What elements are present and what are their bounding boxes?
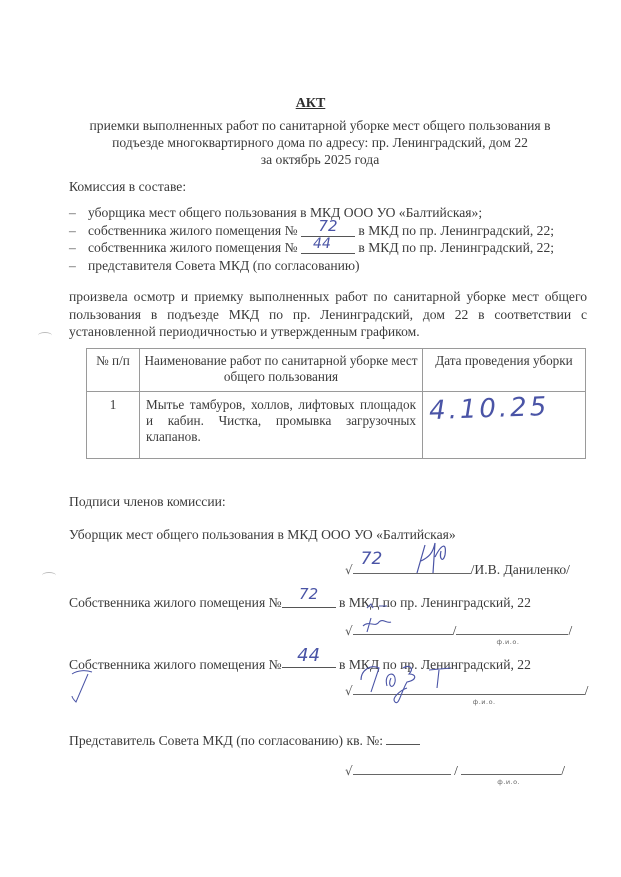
- representative-signature-row: [345, 758, 566, 786]
- owner1-suffix: в МКД по пр. Ленинградский, 22: [339, 595, 531, 610]
- representative-label: Представитель Совета МКД (по согласованию) кв. №:: [69, 733, 384, 748]
- fio-label: ф.и.о.: [496, 638, 520, 646]
- commission-label: Комиссия в составе:: [69, 179, 187, 194]
- header-date: Дата проведения уборки: [423, 349, 586, 392]
- handwritten-apartment-number: 72: [299, 585, 319, 603]
- owner1-apartment-field[interactable]: [282, 585, 336, 608]
- owner2-signature-field[interactable]: [353, 678, 585, 706]
- slash-divider: /: [584, 683, 589, 698]
- apartment-number-field[interactable]: [301, 236, 355, 254]
- list-dash: –: [69, 222, 76, 238]
- header-number: № п/п: [87, 349, 140, 392]
- cleaner-signature-field[interactable]: [353, 549, 471, 574]
- slash-divider: /: [568, 623, 573, 638]
- owner2-apartment-field[interactable]: [282, 645, 336, 668]
- member-suffix: в МКД по пр. Ленинградский, 22;: [358, 240, 555, 256]
- owner2-suffix: в МКД по пр. Ленинградский, 22: [339, 657, 531, 672]
- slash-divider: /: [561, 763, 566, 778]
- list-dash: –: [69, 240, 76, 256]
- cell-date[interactable]: [423, 392, 586, 459]
- owner2-signature-row: [345, 678, 589, 706]
- fio-label: ф.и.о.: [472, 698, 496, 706]
- representative-signature-field[interactable]: [353, 758, 451, 775]
- list-dash: –: [69, 257, 76, 273]
- signature-scribble-icon: [357, 602, 417, 634]
- representative-line: [69, 730, 420, 749]
- table-row: [87, 392, 586, 459]
- signatures-heading: Подписи членов комиссии:: [69, 494, 226, 509]
- handwritten-apartment-number: 44: [313, 236, 331, 253]
- works-table: [86, 348, 586, 459]
- header-work-name: Наименование работ по санитарной уборке мест общего пользования: [140, 349, 423, 392]
- member-text: представителя Совета МКД (по согласованию): [88, 257, 360, 273]
- handwritten-note: 72: [360, 549, 383, 569]
- cleaner-label: Уборщик мест общего пользования в МКД ООО УО «Балтийская»: [69, 527, 456, 542]
- document-subtitle: [70, 117, 570, 168]
- fio-label: ф.и.о.: [497, 778, 521, 786]
- owner1-signature-row: [345, 618, 573, 646]
- member-item: [69, 204, 609, 222]
- cell-work-name: Мытье тамбуров, холлов, лифтовых площадок и кабин. Чистка, промывка загрузочных клапанов.: [140, 392, 423, 459]
- member-item: [69, 257, 609, 275]
- list-dash: –: [69, 205, 76, 220]
- commission-members-list: [69, 204, 609, 274]
- cleaner-name: /И.В. Даниленко/: [470, 562, 570, 577]
- owner2-prefix: Собственника жилого помещения №: [69, 657, 282, 672]
- subtitle-line: подъезде многоквартирного дома по адресу: пр. Ленинградский, дом 22: [112, 135, 528, 150]
- cell-number: 1: [87, 392, 140, 459]
- owner1-fio-field[interactable]: [456, 618, 568, 646]
- handwritten-apartment-number: 44: [297, 645, 321, 666]
- slash-divider: /: [452, 623, 457, 638]
- scan-mark: [38, 332, 52, 339]
- cleaner-signature-row: [345, 549, 570, 578]
- member-suffix: в МКД по пр. Ленинградский, 22;: [358, 222, 555, 238]
- member-item: [69, 216, 609, 240]
- owner1-signature-field[interactable]: [353, 618, 453, 635]
- check-mark-icon: √: [345, 764, 353, 778]
- inspection-paragraph: произвела осмотр и приемку выполненных работ по санитарной уборке мест общего пользования в подъезде МКД по пр. Ленинградский, дом 22 в соответствии с установленной периодичностью и утвержденным графиком.: [69, 289, 587, 340]
- subtitle-line: за октябрь 2025 года: [260, 152, 380, 167]
- member-prefix: собственника жилого помещения №: [88, 240, 298, 256]
- table-header-row: [87, 349, 586, 392]
- check-mark-icon: √: [345, 624, 353, 638]
- signature-scribble-icon: [411, 537, 451, 577]
- representative-apartment-field[interactable]: [386, 730, 420, 745]
- member-prefix: собственника жилого помещения №: [88, 222, 298, 238]
- check-mark-icon: √: [345, 563, 353, 577]
- signature-scribble-icon: [357, 662, 477, 712]
- member-text: уборщика мест общего пользования в МКД ООО УО «Балтийская»;: [88, 205, 483, 220]
- handwritten-date: 4.10.25: [428, 391, 550, 427]
- margin-checkmark-icon: [70, 668, 96, 704]
- representative-fio-field[interactable]: [461, 758, 561, 786]
- subtitle-line: приемки выполненных работ по санитарной уборке мест общего пользования в: [89, 118, 551, 133]
- member-item: [69, 236, 609, 257]
- check-mark-icon: √: [345, 684, 353, 698]
- apartment-number-field[interactable]: [301, 216, 355, 237]
- owner1-prefix: Собственника жилого помещения №: [69, 595, 282, 610]
- document-title: АКТ: [295, 96, 326, 111]
- slash-divider: /: [454, 763, 458, 778]
- scan-mark: [42, 572, 56, 579]
- owner1-line: [69, 585, 531, 611]
- handwritten-apartment-number: 72: [318, 216, 338, 235]
